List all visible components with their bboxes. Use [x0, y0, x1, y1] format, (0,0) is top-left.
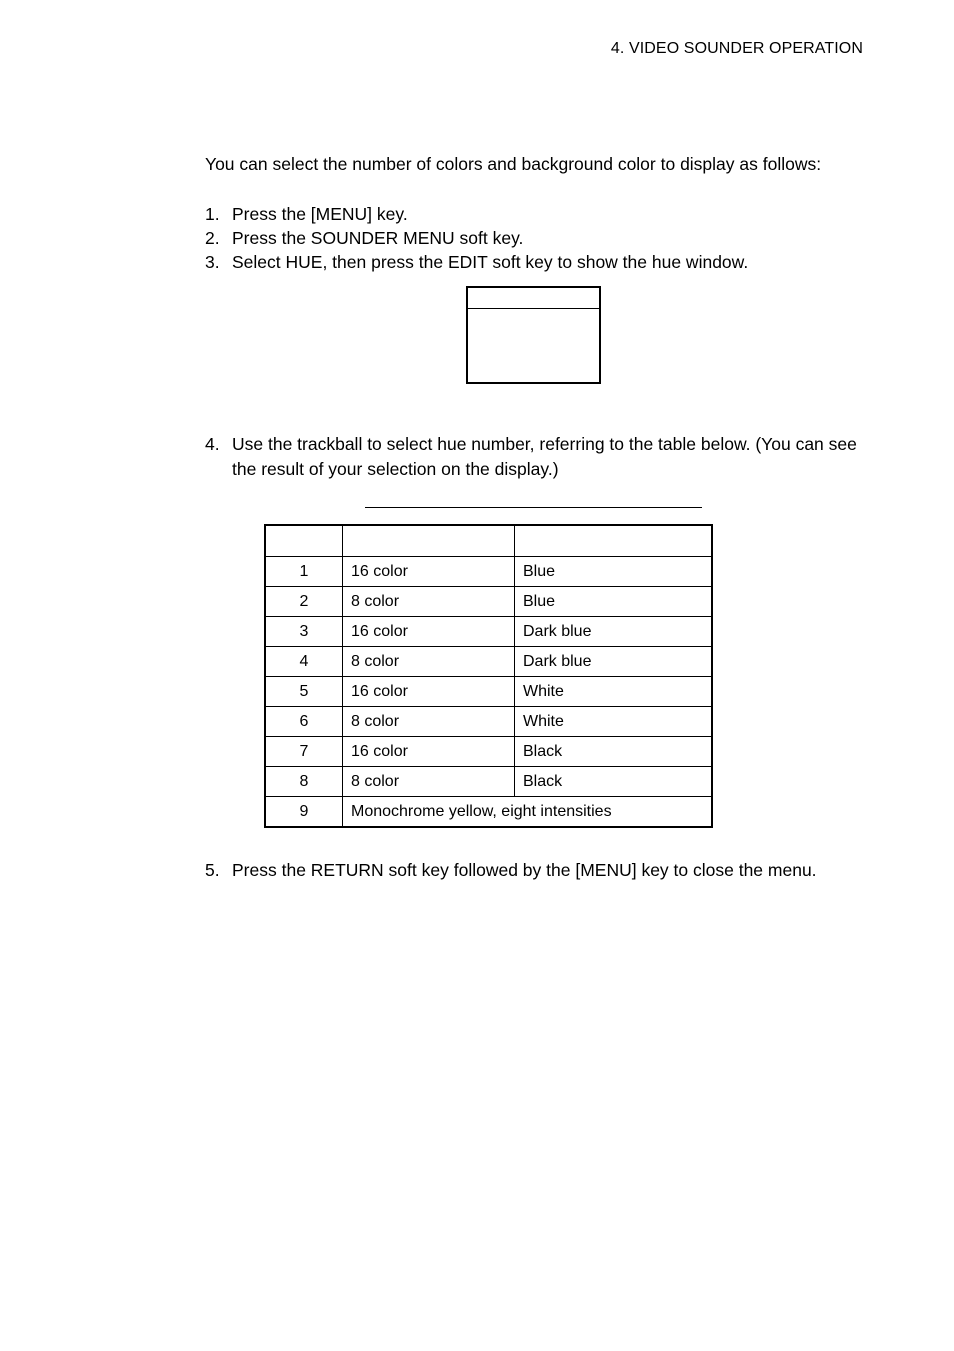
step-number: 5. [205, 860, 220, 880]
color-count: 16 color [343, 737, 515, 767]
color-count: 16 color [343, 677, 515, 707]
hue-number: 3 [265, 617, 343, 647]
step-text: Press the SOUNDER MENU soft key. [232, 228, 524, 248]
step-number: 2. [205, 228, 220, 248]
table-row [265, 737, 712, 767]
step-text: Press the [MENU] key. [232, 204, 408, 224]
hue-number: 5 [265, 677, 343, 707]
color-count: 8 color [343, 647, 515, 677]
procedure-step-4 [205, 432, 865, 482]
procedure-steps-1-3 [205, 202, 865, 274]
step-number: 1. [205, 204, 220, 224]
background-color: Dark blue [515, 647, 713, 677]
hue-number: 9 [265, 797, 343, 828]
hue-number: 1 [265, 557, 343, 587]
hue-window-figure [466, 286, 601, 384]
hue-number: 4 [265, 647, 343, 677]
table-row [265, 767, 712, 797]
step-number: 3. [205, 252, 220, 272]
background-color: White [515, 707, 713, 737]
background-color: White [515, 677, 713, 707]
step-text: Select HUE, then press the EDIT soft key to show the hue window. [232, 252, 749, 272]
header-hue [265, 525, 343, 557]
page-header: 4. VIDEO SOUNDER OPERATION [610, 40, 863, 57]
intro-paragraph: You can select the number of colors and background color to display as follows: [205, 154, 822, 174]
hue-table [264, 524, 713, 828]
header-background [515, 525, 713, 557]
step-4 [205, 432, 865, 482]
hue-number: 2 [265, 587, 343, 617]
step-3 [205, 250, 865, 274]
step-2 [205, 226, 865, 250]
table-row [265, 797, 712, 828]
step-1 [205, 202, 865, 226]
step-text: Press the RETURN soft key followed by the [MENU] key to close the menu. [232, 860, 817, 880]
background-color: Blue [515, 557, 713, 587]
color-count: 16 color [343, 617, 515, 647]
hue-number: 7 [265, 737, 343, 767]
step-5 [205, 858, 885, 882]
step-number: 4. [205, 434, 220, 454]
table-row [265, 677, 712, 707]
merged-description: Monochrome yellow, eight intensities [343, 797, 713, 828]
hue-window-title-divider [468, 308, 599, 309]
table-title-underline [365, 507, 702, 508]
color-count: 8 color [343, 707, 515, 737]
table-row [265, 707, 712, 737]
background-color: Blue [515, 587, 713, 617]
table-header-row [265, 525, 712, 557]
color-count: 16 color [343, 557, 515, 587]
background-color: Black [515, 767, 713, 797]
table-row [265, 557, 712, 587]
table-row [265, 647, 712, 677]
color-count: 8 color [343, 587, 515, 617]
hue-number: 6 [265, 707, 343, 737]
table-row [265, 587, 712, 617]
background-color: Dark blue [515, 617, 713, 647]
procedure-step-5 [205, 858, 885, 882]
table-row [265, 617, 712, 647]
header-colors [343, 525, 515, 557]
step-text: Use the trackball to select hue number, referring to the table below. (You can see the result of your selection on the display.) [232, 434, 857, 479]
background-color: Black [515, 737, 713, 767]
color-count: 8 color [343, 767, 515, 797]
hue-number: 8 [265, 767, 343, 797]
